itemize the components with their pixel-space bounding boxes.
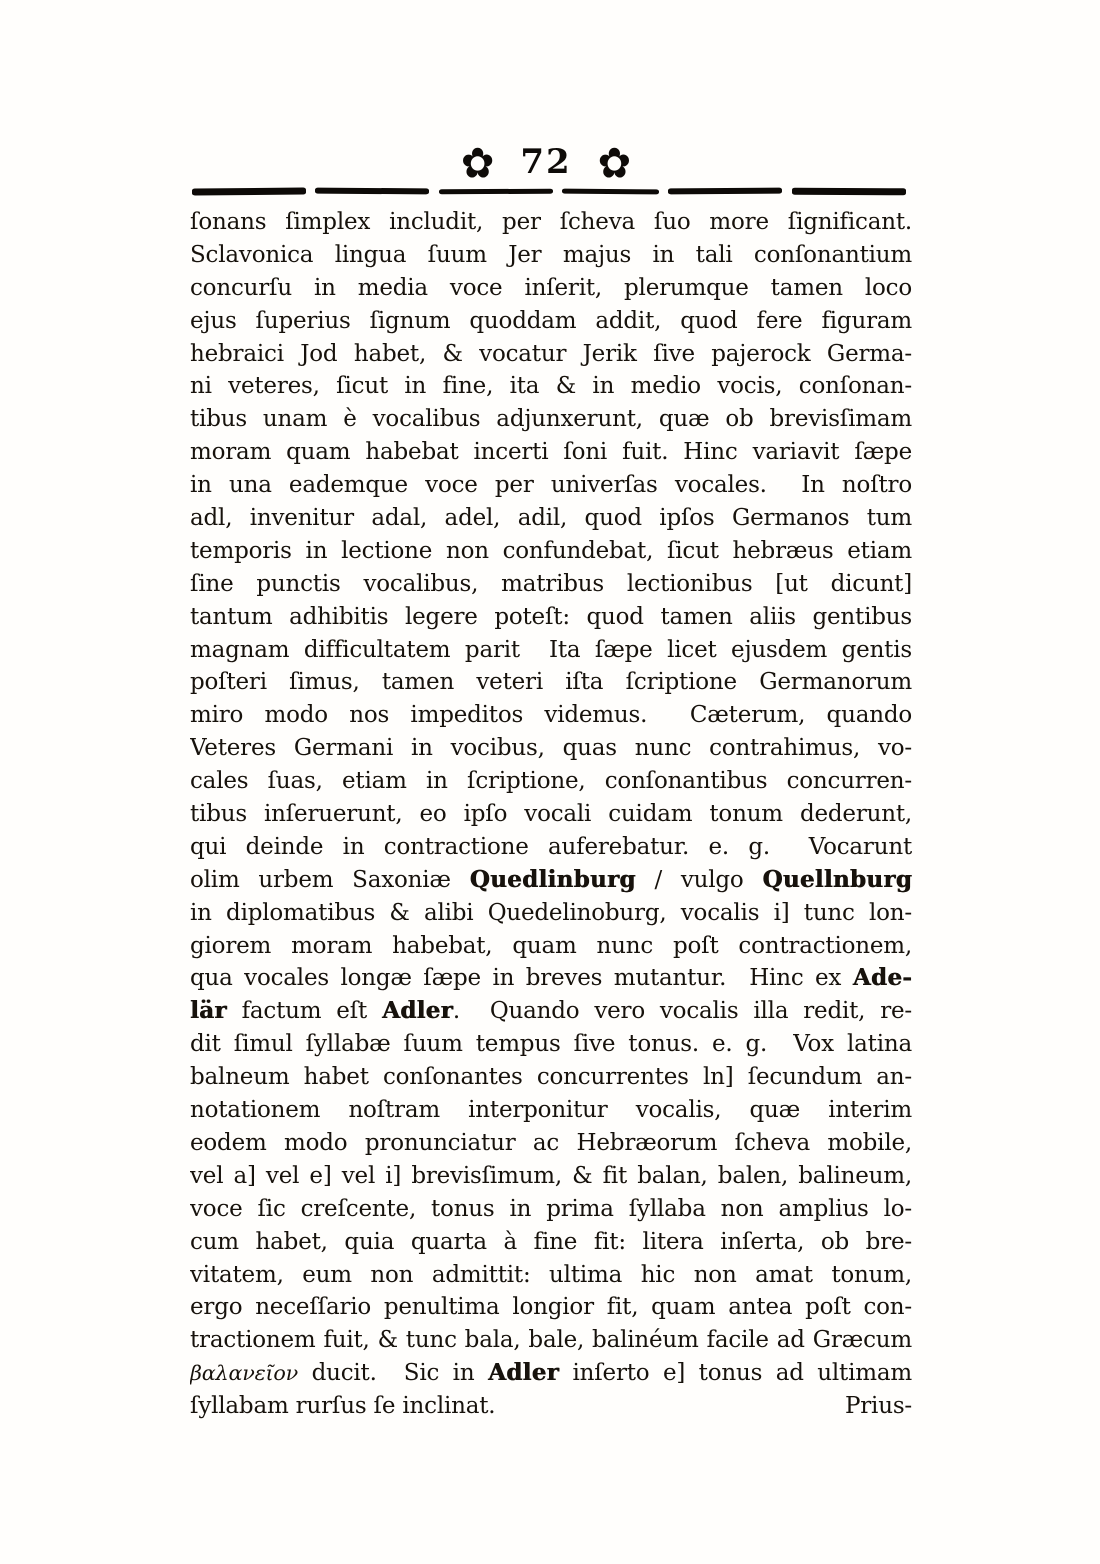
greek-word: βαλανεῖον [190, 1361, 299, 1386]
line-text: dit ſimul ſyllabæ ſuum tempus ſive tonus. e. g. Vox latina [190, 1031, 912, 1058]
fraktur-word: Quedlinburg [469, 865, 636, 893]
line-text: notationem noſtram interponitur vocalis, quæ interim [190, 1097, 912, 1124]
text-line [190, 995, 912, 1028]
line-text: . Quando vero vocalis illa redit, re- [452, 998, 912, 1025]
line-text: cum habet, quia quarta à fine fit: litera inſerta, ob bre- [190, 1228, 912, 1255]
text-line [190, 403, 912, 436]
line-text: qui deinde in contractione auferebatur. e. g. Vocarunt [190, 833, 912, 860]
text-line [190, 1061, 912, 1094]
line-text: ni veteres, ſicut in fine, ita & in medio vocis, conſonan- [190, 373, 912, 400]
text-line [190, 962, 912, 995]
fraktur-word: Adler [488, 1359, 559, 1387]
line-text: poſteri ſimus, tamen veteri iſta ſcriptione Germanorum [190, 669, 912, 696]
line-text: hebraici Jod habet, & vocatur Jerik ſive pajerock Germa- [190, 340, 912, 367]
text-line [190, 469, 912, 502]
line-text: tantum adhibitis legere poteſt: quod tamen aliis gentibus [190, 603, 912, 630]
text-line [190, 436, 912, 469]
line-text: / vulgo [635, 866, 763, 893]
running-head [0, 138, 1092, 190]
rule-segment [192, 187, 306, 195]
text-line [190, 798, 912, 831]
line-text: eodem modo pronunciatur ac Hebræorum ſcheva mobile, [190, 1129, 912, 1156]
catchword: Prius- [844, 1393, 912, 1420]
line-text: ſonans ſimplex includit, per ſcheva ſuo more ſignificant. [190, 209, 912, 235]
line-text: Veteres Germani in vocibus, quas nunc contrahimus, vo- [190, 735, 912, 762]
line-text: magnam difficultatem parit Ita ſæpe licet ejusdem gentis [190, 636, 912, 663]
text-line [190, 1094, 912, 1127]
text-line [190, 601, 912, 634]
text-line [190, 338, 912, 371]
line-text: factum eſt [226, 998, 382, 1025]
line-text: inſerto e] tonus ad ultimam [558, 1360, 912, 1387]
text-line [190, 535, 912, 568]
text-line [190, 831, 912, 864]
line-text: tibus unam è vocalibus adjunxerunt, quæ ob brevisſimam [190, 406, 912, 433]
rule-segment [315, 188, 429, 195]
fraktur-word: lär [190, 997, 227, 1025]
line-text: qua vocales longæ ſæpe in breves mutantur. Hinc ex [190, 965, 853, 992]
line-text: temporis in lectione non confundebat, ſicut hebræus etiam [190, 537, 912, 564]
line-text: in diplomatibus & alibi Quedelinoburg, vocalis i] tunc lon- [190, 899, 912, 926]
text-line [190, 239, 912, 272]
rule-segment [792, 187, 906, 195]
line-text: tibus inſeruerunt, eo ipſo vocali cuidam tonum dederunt, [190, 801, 912, 828]
text-block [190, 206, 912, 1423]
page-number: 72 [520, 142, 572, 182]
line-text: voce ſic creſcente, tonus in prima ſyllaba non amplius lo- [190, 1195, 912, 1222]
rule-segment [439, 188, 553, 194]
text-line [190, 1291, 912, 1324]
line-text: ergo neceſſario penultima longior fit, quam antea poſt con- [190, 1294, 912, 1321]
text-line [190, 1193, 912, 1226]
text-line [190, 864, 912, 897]
line-text: adl, invenitur adal, adel, adil, quod ipſos Germanos tum [190, 505, 912, 532]
text-line [190, 1127, 912, 1160]
text-line [190, 1390, 912, 1423]
text-line [190, 206, 912, 239]
rule-segment [562, 188, 659, 194]
floral-ornament-icon: ✿ [597, 139, 632, 189]
text-line [190, 305, 912, 338]
text-line [190, 634, 912, 667]
line-text: ejus ſuperius ſignum quoddam addit, quod fere figuram [190, 307, 912, 334]
line-text: giorem moram habebat, quam nunc poſt contractionem, [190, 932, 912, 959]
line-text: ſyllabam rurſus ſe inclinat. [190, 1393, 496, 1420]
line-text: ſine punctis vocalibus, matribus lectionibus [ut dicunt] [190, 570, 912, 597]
line-text: vitatem, eum non admittit: ultima hic non amat tonum, [190, 1261, 912, 1288]
text-line [190, 897, 912, 930]
floral-ornament-icon: ✿ [460, 139, 495, 189]
line-text: Sclavonica lingua ſuum Jer majus in tali conſonantium [190, 241, 912, 268]
text-line [190, 1357, 912, 1390]
text-line [190, 1028, 912, 1061]
text-line [190, 732, 912, 765]
text-line [190, 666, 912, 699]
text-line [190, 1324, 912, 1357]
text-line [190, 699, 912, 732]
text-line [190, 765, 912, 798]
line-text: moram quam habebat incerti ſoni fuit. Hinc variavit ſæpe [190, 439, 912, 466]
line-text: tractionem fuit, & tunc bala, bale, balinéum facile ad Græcum [190, 1327, 912, 1354]
line-text: ducit. Sic in [298, 1360, 488, 1387]
line-text: cales ſuas, etiam in ſcriptione, conſonantibus concurren- [190, 768, 912, 795]
text-line [190, 930, 912, 963]
text-line [190, 1226, 912, 1259]
text-line [190, 568, 912, 601]
line-text: concurſu in media voce inſerit, plerumque tamen loco [190, 274, 912, 301]
line-text: vel a] vel e] vel i] brevisſimum, & fit balan, balen, balineum, [190, 1162, 912, 1189]
text-line [190, 502, 912, 535]
text-line [190, 1160, 912, 1193]
line-text: olim urbem Saxoniæ [190, 866, 470, 893]
head-rule-divider [192, 186, 906, 196]
fraktur-word: Ade- [852, 964, 912, 992]
fraktur-word: Quellnburg [762, 865, 912, 893]
fraktur-word: Adler [381, 997, 453, 1025]
text-line [190, 272, 912, 305]
rule-segment [668, 188, 782, 195]
line-text: in una eademque voce per univerſas vocales. In noſtro [190, 472, 912, 499]
text-line [190, 370, 912, 403]
line-text: miro modo nos impeditos videmus. Cæterum, quando [190, 702, 912, 729]
text-line [190, 1259, 912, 1292]
line-text: balneum habet conſonantes concurrentes ln] ſecundum an- [190, 1064, 912, 1091]
